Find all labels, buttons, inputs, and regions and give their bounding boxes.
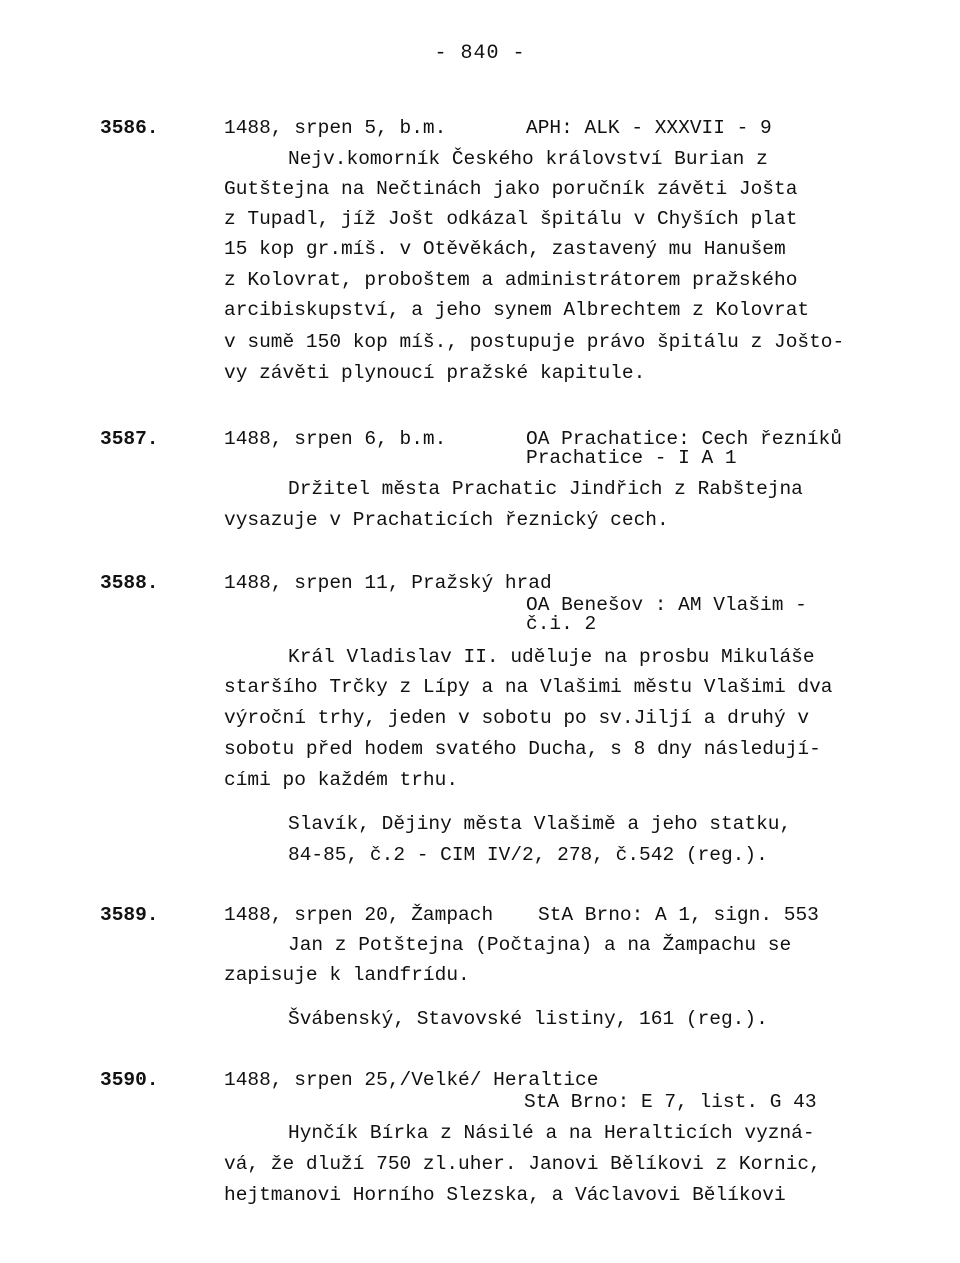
entry-text-line: Nejv.komorník Českého království Burian z [288,148,768,170]
entry-text-line: sobotu před hodem svatého Ducha, s 8 dny následují- [224,738,821,760]
entry-number: 3588. [100,572,159,594]
entry-text-line: Král Vladislav II. uděluje na prosbu Mikuláše [288,646,815,668]
entry-date-place: 1488, srpen 6, b.m. [224,428,447,450]
entry-text-line: cími po každém trhu. [224,769,459,791]
entry-text-line: Jan z Potštejna (Počtajna) a na Žampachu se [288,934,792,956]
entry-text-line: výroční trhy, jeden v sobotu po sv.Jiljí a druhý v [224,707,810,729]
entry-archive-reference: Prachatice - I A 1 [526,447,737,469]
entry-archive-reference: č.i. 2 [526,613,597,635]
entry-text-line: z Tupadl, jíž Jošt odkázal špitálu v Chyších plat [224,208,798,230]
entry-archive-reference: StA Brno: A 1, sign. 553 [538,904,819,926]
entry-date-place: 1488, srpen 25,/Velké/ Heraltice [224,1069,599,1091]
source-citation-line: Švábenský, Stavovské listiny, 161 (reg.). [288,1008,768,1030]
entry-text-line: v sumě 150 kop míš., postupuje právo špitálu z Jošto- [224,331,845,353]
source-citation-line: 84-85, č.2 - CIM IV/2, 278, č.542 (reg.). [288,844,768,866]
page-number: - 840 - [434,42,526,65]
entry-text-line: vy závěti plynoucí pražské kapitule. [224,362,646,384]
entry-number: 3586. [100,117,159,139]
entry-text-line: Držitel města Prachatic Jindřich z Rabštejna [288,478,803,500]
entry-date-place: 1488, srpen 11, Pražský hrad [224,572,552,594]
entry-text-line: zapisuje k landfrídu. [224,964,470,986]
entry-number: 3587. [100,428,159,450]
entry-archive-reference: APH: ALK - XXXVII - 9 [526,117,772,139]
entry-archive-reference: StA Brno: E 7, list. G 43 [524,1091,817,1113]
entry-text-line: Gutštejna na Nečtinách jako poručník závěti Jošta [224,178,798,200]
entry-text-line: z Kolovrat, proboštem a administrátorem pražského [224,269,798,291]
entry-text-line: Hynčík Bírka z Násilé a na Heralticích vyzná- [288,1122,815,1144]
entry-text-line: vysazuje v Prachaticích řeznický cech. [224,509,669,531]
entry-text-line: staršího Trčky z Lípy a na Vlašimi městu Vlašimi dva [224,676,833,698]
entry-text-line: arcibiskupství, a jeho synem Albrechtem z Kolovrat [224,299,810,321]
entry-text-line: 15 kop gr.míš. v Otěvěkách, zastavený mu Hanušem [224,238,786,260]
entry-archive-reference: OA Benešov : AM Vlašim - [526,594,807,616]
source-citation-line: Slavík, Dějiny města Vlašimě a jeho statku, [288,813,792,835]
entry-archive-reference: OA Prachatice: Cech řezníků [526,428,842,450]
entry-date-place: 1488, srpen 5, b.m. [224,117,447,139]
entry-text-line: hejtmanovi Horního Slezska, a Václavovi Bělíkovi [224,1184,786,1206]
entry-text-line: vá, že dluží 750 zl.uher. Janovi Bělíkovi z Kornic, [224,1153,821,1175]
entry-number: 3590. [100,1069,159,1091]
entry-number: 3589. [100,904,159,926]
entry-date-place: 1488, srpen 20, Žampach [224,904,494,926]
